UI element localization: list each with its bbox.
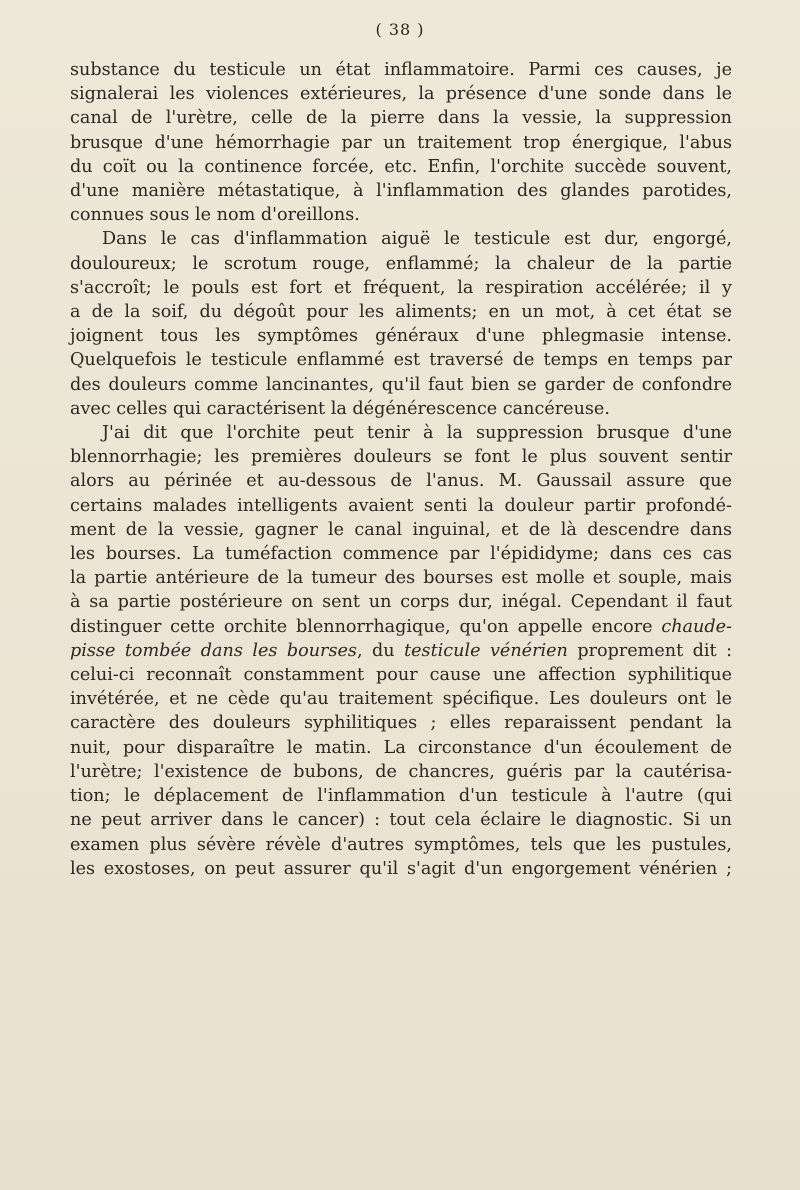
text-segment: avec celles qui caractérisent la dégénérescence cancéreuse.: [70, 398, 610, 419]
text-line: [70, 663, 732, 687]
text-line: [70, 469, 732, 493]
text-segment: s'accroît; le pouls est fort et fréquent, la respiration accélérée; il y: [70, 277, 732, 298]
text-line: [70, 373, 732, 397]
text-line: [70, 687, 732, 711]
text-line: [70, 542, 732, 566]
text-segment: a de la soif, du dégoût pour les aliments; en un mot, à cet état se: [70, 302, 732, 323]
text-line: [70, 445, 732, 469]
text-line: [70, 639, 732, 663]
text-segment: substance du testicule un état inflammatoire. Parmi ces causes, je: [70, 60, 732, 80]
text-segment: J'ai dit que l'orchite peut tenir à la suppression brusque d'une: [102, 423, 732, 444]
text-segment: des douleurs comme lancinantes, qu'il faut bien se garder de confondre: [70, 374, 732, 395]
text-line: [70, 760, 732, 784]
text-line: [70, 421, 732, 445]
text-line: [70, 518, 732, 542]
text-segment: d'une manière métastatique, à l'inflammation des glandes parotides,: [70, 181, 732, 202]
text-line: [70, 58, 732, 82]
text-line: [70, 736, 732, 760]
text-segment: connues sous le nom d'oreillons.: [70, 205, 360, 226]
text-line: [70, 252, 732, 276]
text-segment: ne peut arriver dans le cancer) : tout cela éclaire le diagnostic. Si un: [70, 810, 732, 831]
text-segment: canal de l'urètre, celle de la pierre dans la vessie, la suppression: [70, 108, 732, 129]
text-segment: Dans le cas d'inflammation aiguë le testicule est dur, engorgé,: [102, 229, 732, 250]
text-segment: certains malades intelligents avaient senti la douleur partir profondé-: [70, 495, 732, 516]
text-segment: tion; le déplacement de l'inflammation d'un testicule à l'autre (qui: [70, 786, 732, 807]
text-segment: celui-ci reconnaît constamment pour cause une affection syphilitique: [70, 665, 732, 686]
text-segment: alors au périnée et au-dessous de l'anus. M. Gaussail assure que: [70, 471, 732, 492]
text-segment: les bourses. La tuméfaction commence par l'épididyme; dans ces cas: [70, 544, 732, 565]
text-segment: la partie antérieure de la tumeur des bourses est molle et souple, mais: [70, 568, 732, 589]
text-segment: du coït ou la continence forcée, etc. Enfin, l'orchite succède souvent,: [70, 156, 732, 177]
text-line: [70, 106, 732, 130]
text-line: [70, 276, 732, 300]
text-segment: invétérée, et ne cède qu'au traitement spécifique. Les douleurs ont le: [70, 689, 732, 710]
text-segment: l'urètre; l'existence de bubons, de chancres, guéris par la cautérisa-: [70, 761, 732, 782]
text-segment: joignent tous les symptômes généraux d'une phlegmasie intense.: [70, 326, 732, 347]
text-line: [70, 784, 732, 808]
text-line: [70, 833, 732, 857]
text-line: [70, 494, 732, 518]
text-segment: nuit, pour disparaître le matin. La circonstance d'un écoulement de: [70, 737, 732, 758]
text-line: [70, 324, 732, 348]
text-segment: Quelquefois le testicule enflammé est traversé de temps en temps par: [70, 350, 732, 371]
text-line: [70, 82, 732, 106]
text-segment: caractère des douleurs syphilitiques ; elles reparaissent pendant la: [70, 713, 732, 734]
text-segment: ment de la vessie, gagner le canal inguinal, et de là descendre dans: [70, 519, 732, 540]
body-text: [70, 58, 732, 881]
text-line: [70, 590, 732, 614]
text-line: [70, 227, 732, 251]
text-line: [70, 857, 732, 881]
text-segment: examen plus sévère révèle d'autres symptômes, tels que les pustules,: [70, 834, 732, 855]
italic-text-segment: chaude-: [661, 616, 732, 637]
text-line: [70, 397, 732, 421]
text-segment: blennorrhagie; les premières douleurs se font le plus souvent sentir: [70, 447, 732, 468]
page-number: ( 38 ): [375, 20, 425, 39]
text-segment: , du: [356, 640, 405, 661]
text-segment: les exostoses, on peut assurer qu'il s'agit d'un engorgement vénérien ;: [70, 858, 732, 879]
text-line: [70, 203, 732, 227]
text-line: [70, 566, 732, 590]
italic-text-segment: testicule vénérien: [404, 640, 568, 661]
text-line: [70, 179, 732, 203]
text-segment: brusque d'une hémorrhagie par un traitement trop énergique, l'abus: [70, 132, 732, 153]
text-segment: à sa partie postérieure on sent un corps dur, inégal. Cependant il faut: [70, 592, 732, 613]
text-line: [70, 615, 732, 639]
text-line: [70, 131, 732, 155]
italic-text-segment: pisse tombée dans les bourses: [70, 640, 357, 661]
text-segment: distinguer cette orchite blennorrhagique, qu'on appelle encore: [70, 616, 662, 637]
text-line: [70, 808, 732, 832]
text-line: [70, 348, 732, 372]
text-line: [70, 300, 732, 324]
text-line: [70, 711, 732, 735]
text-segment: douloureux; le scrotum rouge, enflammé; la chaleur de la partie: [70, 253, 732, 274]
text-segment: proprement dit :: [567, 640, 733, 661]
text-line: [70, 155, 732, 179]
text-segment: signalerai les violences extérieures, la présence d'une sonde dans le: [70, 84, 732, 105]
